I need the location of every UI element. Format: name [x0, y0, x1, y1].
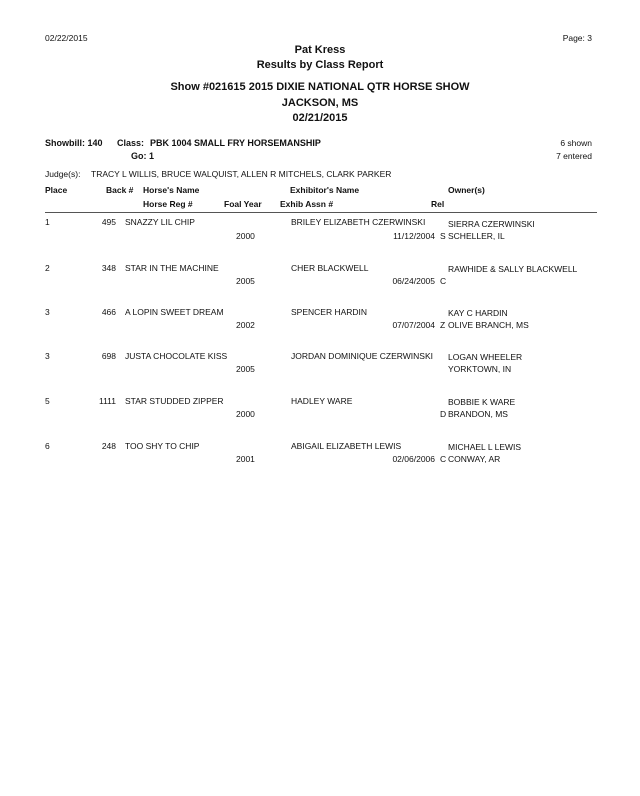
row-owner: MICHAEL L LEWIS: [448, 442, 522, 452]
row-back: 466: [101, 307, 116, 317]
show-location: JACKSON, MS: [281, 97, 359, 109]
class-label: Class:: [117, 138, 145, 148]
row-rel: D: [440, 409, 447, 419]
class-name: PBK 1004 SMALL FRY HORSEMANSHIP: [150, 138, 321, 148]
col-back: Back #: [106, 185, 134, 195]
row-owner: LOGAN WHEELER: [448, 352, 523, 362]
entered-count: 7 entered: [556, 151, 592, 161]
row-horse: JUSTA CHOCOLATE KISS: [125, 351, 228, 361]
row-foal-year: 2005: [236, 364, 255, 374]
report-date: 02/22/2015: [45, 33, 88, 43]
row-owner: BOBBIE K WARE: [448, 397, 516, 407]
show-title: Show #021615 2015 DIXIE NATIONAL QTR HORSE SHOW: [170, 81, 470, 93]
row-foal-year: 2002: [236, 320, 255, 330]
judges-label: Judge(s):: [45, 169, 81, 179]
row-owner-location: YORKTOWN, IN: [448, 364, 512, 374]
row-place: 3: [45, 351, 50, 361]
row-owner: RAWHIDE & SALLY BLACKWELL: [448, 264, 578, 274]
row-rel: C: [440, 454, 447, 464]
row-horse: STAR IN THE MACHINE: [125, 263, 219, 273]
row-place: 6: [45, 441, 50, 451]
col-exhibitor: Exhibitor's Name: [290, 185, 360, 195]
row-owner: SIERRA CZERWINSKI: [448, 219, 535, 229]
row-foal-year: 2001: [236, 454, 255, 464]
report-title: Results by Class Report: [256, 59, 384, 71]
page-number: Page: 3: [562, 33, 592, 43]
row-dob: 07/07/2004: [392, 320, 435, 330]
row-owner-location: CONWAY, AR: [448, 454, 501, 464]
col-place: Place: [45, 185, 68, 195]
row-foal-year: 2000: [236, 409, 255, 419]
col-exhib-assn: Exhib Assn #: [280, 199, 334, 209]
row-rel: Z: [440, 320, 446, 330]
row-back: 495: [101, 217, 116, 227]
row-dob: 11/12/2004: [393, 231, 435, 241]
row-horse: TOO SHY TO CHIP: [125, 441, 200, 451]
row-place: 2: [45, 263, 50, 273]
row-exhibitor: SPENCER HARDIN: [291, 307, 368, 317]
row-exhibitor: ABIGAIL ELIZABETH LEWIS: [291, 441, 402, 451]
go-number: Go: 1: [131, 151, 155, 161]
report-person: Pat Kress: [294, 44, 346, 56]
row-back: 348: [101, 263, 116, 273]
header-divider: [45, 212, 597, 213]
shown-count: 6 shown: [560, 138, 592, 148]
row-dob: 06/24/2005: [392, 276, 435, 286]
row-exhibitor: JORDAN DOMINIQUE CZERWINSKI: [291, 351, 433, 361]
row-dob: 02/06/2006: [392, 454, 435, 464]
col-owner: Owner(s): [448, 185, 485, 195]
row-horse: STAR STUDDED ZIPPER: [125, 396, 224, 406]
row-rel: C: [440, 276, 447, 286]
row-exhibitor: CHER BLACKWELL: [291, 263, 369, 273]
col-horse: Horse's Name: [143, 185, 200, 195]
judges-list: TRACY L WILLIS, BRUCE WALQUIST, ALLEN R MITCHELS, CLARK PARKER: [91, 169, 392, 179]
row-rel: S: [440, 231, 446, 241]
row-owner-location: OLIVE BRANCH, MS: [448, 320, 529, 330]
col-rel: Rel: [431, 199, 445, 209]
showbill: Showbill: 140: [45, 138, 103, 148]
row-owner: KAY C HARDIN: [448, 308, 508, 318]
row-foal-year: 2005: [236, 276, 255, 286]
row-place: 3: [45, 307, 50, 317]
row-owner-location: BRANDON, MS: [448, 409, 508, 419]
row-horse: SNAZZY LIL CHIP: [125, 217, 195, 227]
row-horse: A LOPIN SWEET DREAM: [125, 307, 224, 317]
row-exhibitor: BRILEY ELIZABETH CZERWINSKI: [291, 217, 426, 227]
show-date: 02/21/2015: [292, 112, 348, 124]
col-foal-year: Foal Year: [224, 199, 262, 209]
row-foal-year: 2000: [236, 231, 255, 241]
col-horse-reg: Horse Reg #: [143, 199, 193, 209]
row-back: 698: [101, 351, 116, 361]
row-exhibitor: HADLEY WARE: [291, 396, 353, 406]
row-place: 1: [45, 217, 50, 227]
row-back: 248: [101, 441, 116, 451]
row-back: 1111: [98, 396, 116, 406]
row-owner-location: SCHELLER, IL: [448, 231, 505, 241]
row-place: 5: [45, 396, 50, 406]
